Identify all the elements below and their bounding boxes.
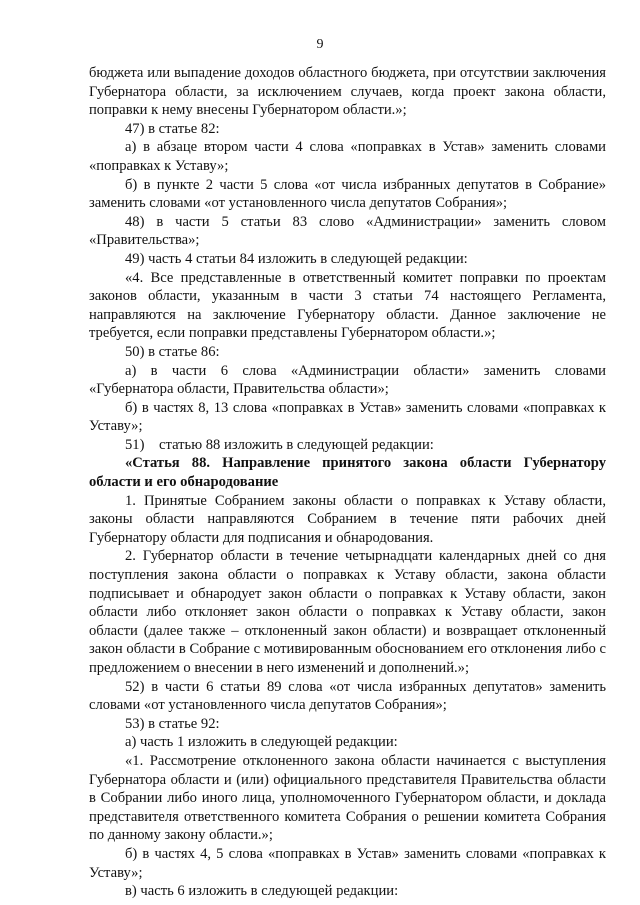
paragraph-10: б) в частях 8, 13 слова «поправках в Устав» заменить словами «поправках к Уставу»; [89, 399, 606, 435]
paragraph-13: 1. Принятые Собранием законы области о поправках к Уставу области, законы области направляются Собранием в течение пяти рабочих дней Губернатору области для подписания и обнародования. [89, 492, 606, 546]
document-body [89, 64, 606, 901]
paragraph-14: 2. Губернатор области в течение четырнадцати календарных дней со дня поступления закона области о поправках к Уставу области, закона области подписывает и обнародует закон области о поправках к Уставу области, закон области либо отклоняет закон области о поправках к Уставу области, закон области (далее также – отклоненный закон области) и возвращает отклоненный закон области в Собрание с мотивированным обоснованием его отклонения либо с предложением о внесении в него изменений и дополнений.»; [89, 548, 606, 676]
paragraph-6: 49) часть 4 статьи 84 изложить в следующей редакции: [125, 250, 468, 267]
paragraph-2: 47) в статье 82: [125, 120, 220, 137]
paragraph-19: б) в частях 4, 5 слова «поправках в Устав» заменить словами «поправках к Уставу»; [89, 845, 606, 881]
paragraph-9: а) в части 6 слова «Администрации области» заменить словами «Губернатора области, Правительства области»; [89, 362, 606, 398]
paragraph-15: 52) в части 6 статьи 89 слова «от числа избранных депутатов» заменить словами «от установленного числа депутатов Собрания»; [89, 678, 606, 714]
paragraph-16: 53) в статье 92: [125, 715, 220, 732]
paragraph-7: «4. Все представленные в ответственный комитет поправки по проектам законов области, указанным в части 3 статьи 74 настоящего Регламента, направляются на заключение Губернатору области. Данное заключение не требуется, если поправки представлены Губернатором области.»; [89, 269, 606, 342]
paragraph-17: а) часть 1 изложить в следующей редакции: [125, 734, 398, 751]
paragraph-18: «1. Рассмотрение отклоненного закона области начинается с выступления Губернатора области и (или) официального представителя Правительства области в Собрании либо иного лица, уполномоченного Губернатором области, и доклада представителя ответственного комитета Собрания о решении комитета Собрания по данному закону области.»; [89, 752, 606, 844]
paragraph-8: 50) в статье 86: [125, 343, 220, 360]
paragraph-3: а) в абзаце втором части 4 слова «поправках в Устав» заменить словами «поправках к Уставу»; [89, 139, 606, 174]
paragraph-1: бюджета или выпадение доходов областного бюджета, при отсутствии заключения Губернатора области, за исключением случаев, когда проект закона области, поправки к нему внесены Губернатором области.»; [89, 65, 606, 119]
paragraph-5: 48) в части 5 статьи 83 слово «Администрации» заменить словом «Правительства»; [89, 213, 606, 249]
paragraph-11: 51) статью 88 изложить в следующей редакции: [125, 436, 434, 453]
paragraph-4: б) в пункте 2 части 5 слова «от числа избранных депутатов в Собрание» заменить словами «от установленного числа депутатов Собрания»; [89, 176, 606, 212]
page-number: 9 [316, 37, 324, 52]
article-88-heading: «Статья 88. Направление принятого закона области Губернатору области и его обнародование [89, 455, 606, 491]
paragraph-20: в) часть 6 изложить в следующей редакции: [125, 883, 399, 900]
